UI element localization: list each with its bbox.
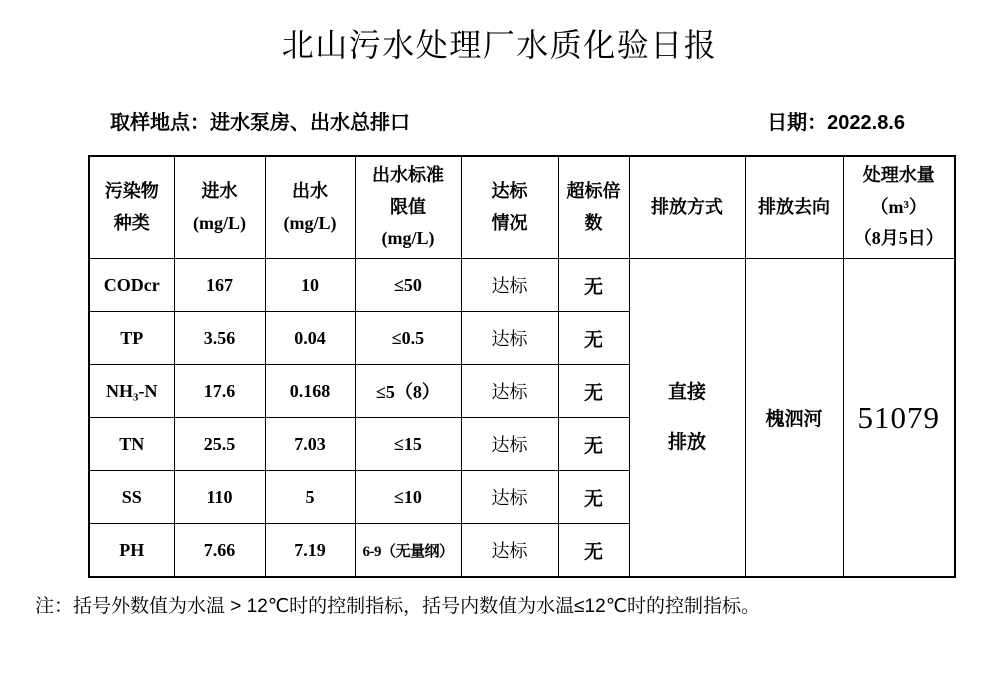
- header-compliance: 达标 情况: [461, 156, 558, 259]
- cell-pollutant: CODcr: [89, 259, 174, 312]
- header-treated-volume: 处理水量 （m³） （8月5日）: [843, 156, 955, 259]
- cell-influent: 25.5: [174, 418, 265, 471]
- cell-influent: 167: [174, 259, 265, 312]
- cell-effluent: 5: [265, 471, 355, 524]
- cell-effluent: 0.04: [265, 312, 355, 365]
- sampling-location-label: 取样地点：进水泵房、出水总排口: [110, 111, 410, 134]
- header-effluent: 出水 (mg/L): [265, 156, 355, 259]
- cell-effluent: 10: [265, 259, 355, 312]
- cell-limit: ≤15: [355, 418, 461, 471]
- report-date-label: 日期：2022.8.6: [767, 111, 905, 134]
- table-row-codcr: [89, 259, 955, 312]
- cell-compliance: 达标: [461, 471, 558, 524]
- cell-influent: 3.56: [174, 312, 265, 365]
- cell-exceedance: 无: [558, 471, 629, 524]
- header-pollutant-type: 污染物 种类: [89, 156, 174, 259]
- cell-limit: ≤50: [355, 259, 461, 312]
- cell-pollutant: SS: [89, 471, 174, 524]
- cell-pollutant: TP: [89, 312, 174, 365]
- header-discharge-destination: 排放去向: [745, 156, 843, 259]
- cell-influent: 7.66: [174, 524, 265, 577]
- meta-row: [110, 106, 905, 135]
- cell-exceedance: 无: [558, 312, 629, 365]
- cell-effluent: 7.19: [265, 524, 355, 577]
- cell-pollutant: PH: [89, 524, 174, 577]
- cell-influent: 17.6: [174, 365, 265, 418]
- header-discharge-method: 排放方式: [629, 156, 745, 259]
- cell-limit: ≤10: [355, 471, 461, 524]
- cell-exceedance: 无: [558, 524, 629, 577]
- header-exceedance: 超标倍 数: [558, 156, 629, 259]
- cell-influent: 110: [174, 471, 265, 524]
- cell-pollutant: NH₃-N: [89, 365, 174, 418]
- discharge-destination-cell: 槐泗河: [745, 259, 843, 577]
- treated-volume-cell: 51079: [843, 259, 955, 577]
- cell-compliance: 达标: [461, 259, 558, 312]
- cell-pollutant: TN: [89, 418, 174, 471]
- cell-limit: 6-9（无量纲）: [355, 524, 461, 577]
- header-row: [89, 156, 955, 259]
- cell-compliance: 达标: [461, 365, 558, 418]
- cell-effluent: 0.168: [265, 365, 355, 418]
- cell-compliance: 达标: [461, 312, 558, 365]
- cell-compliance: 达标: [461, 524, 558, 577]
- header-influent: 进水 (mg/L): [174, 156, 265, 259]
- cell-exceedance: 无: [558, 365, 629, 418]
- header-effluent-limit: 出水标准 限值 (mg/L): [355, 156, 461, 259]
- footnote: 注：括号外数值为水温 > 12℃时的控制指标，括号内数值为水温≤12℃时的控制指标。: [35, 595, 761, 617]
- cell-limit: ≤5（8）: [355, 365, 461, 418]
- water-quality-table: [88, 155, 956, 578]
- cell-exceedance: 无: [558, 259, 629, 312]
- discharge-method-cell: 直接 排放: [629, 259, 745, 577]
- page-title: 北山污水处理厂水质化验日报: [281, 27, 718, 63]
- cell-effluent: 7.03: [265, 418, 355, 471]
- cell-exceedance: 无: [558, 418, 629, 471]
- cell-limit: ≤0.5: [355, 312, 461, 365]
- cell-compliance: 达标: [461, 418, 558, 471]
